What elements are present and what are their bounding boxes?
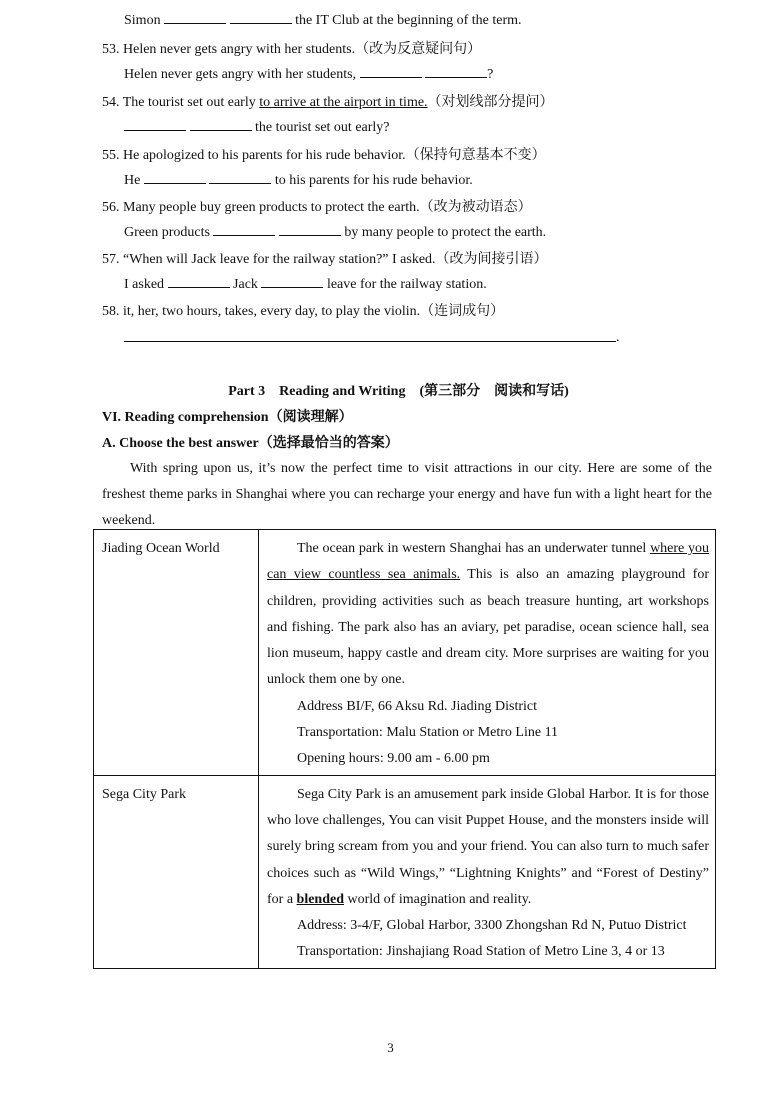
question-hint: （对划线部分提问） (427, 95, 554, 110)
desc-text: This is also an amazing playground for children, providing activities such as beach treasure hunting, art workshops and fishing. The park also has an aviary, pet paradise, ocean science hall, sea lion museum, happy castle and dream city. More surprises are waiting for you unlock them one by one. (267, 567, 709, 688)
question-56 (102, 196, 532, 216)
question-hint: （改为被动语态） (419, 200, 532, 215)
question-text: Many people buy green products to protect the earth. (123, 200, 420, 215)
q55-answer-prefix: He (124, 173, 141, 188)
answer-blank[interactable] (279, 224, 341, 236)
bold-word: blended (296, 891, 345, 907)
question-text: Helen never gets angry with her students. (123, 42, 356, 57)
q55-answer-suffix: to his parents for his rude behavior. (274, 173, 473, 188)
part3-title: Part 3 Reading and Writing (第三部分 阅读和写话) (228, 384, 569, 399)
section-heading: VI. Reading comprehension（阅读理解） (102, 410, 353, 425)
question-text: it, her, two hours, takes, every day, to play the violin. (123, 304, 421, 319)
sub-heading: A. Choose the best answer（选择最恰当的答案） (102, 436, 399, 451)
question-text: The tourist set out early (122, 95, 256, 110)
park-transportation: Transportation: Jinshajiang Road Station of Metro Line 3, 4 or 13 (297, 944, 665, 960)
answer-blank[interactable] (213, 224, 275, 236)
q58-answer-blank[interactable] (124, 340, 616, 342)
question-number: 57. (102, 252, 120, 267)
question-57 (102, 248, 548, 268)
q57-answer-middle: Jack (233, 277, 258, 292)
intro-paragraph (102, 456, 712, 534)
park-desc-cell (259, 530, 716, 776)
answer-blank[interactable] (425, 66, 487, 78)
answer-blank[interactable] (230, 12, 292, 24)
address-text: Address: 3-4/F, Global Harbor, 3300 Zhongshan Rd N, Putuo District (297, 918, 687, 934)
q53-answer-line (124, 66, 493, 83)
question-53 (102, 38, 481, 58)
page-number: 3 (387, 1040, 394, 1055)
q53-answer-prefix: Helen never gets angry with her students, (124, 67, 357, 82)
q54-answer-suffix: the tourist set out early? (255, 120, 390, 135)
q54-answer-line (124, 119, 390, 136)
desc-text: The ocean park in western Shanghai has an underwater tunnel (297, 541, 651, 556)
question-hint: （连词成句） (420, 304, 505, 319)
q52-answer-suffix: the IT Club at the beginning of the term. (295, 13, 522, 28)
q56-answer-suffix: by many people to protect the earth. (344, 225, 547, 240)
question-hint: （保持句意基本不变） (405, 148, 546, 163)
question-number: 58. (102, 304, 120, 319)
question-number: 56. (102, 200, 120, 215)
intro-text: With spring upon us, it’s now the perfect time to visit attractions in our city. Here are some of the freshest theme parks in Shanghai where you can recharge your energy and have fun with a light heart for the weekend. (102, 461, 712, 528)
question-58 (102, 300, 504, 320)
answer-blank[interactable] (144, 172, 206, 184)
underlined-phrase: where you can view countless sea animals. (267, 541, 710, 583)
q57-answer-prefix: I asked (124, 277, 165, 292)
underlined-part: to arrive at the airport in time. (259, 95, 428, 110)
desc-text: world of imagination and reality. (344, 891, 532, 907)
park-name-cell (94, 775, 259, 968)
park-name: Sega City Park (102, 786, 186, 802)
answer-blank[interactable] (360, 66, 422, 78)
question-text: He apologized to his parents for his rude behavior. (123, 148, 406, 163)
q53-answer-suffix: ? (487, 67, 494, 82)
question-54 (102, 91, 554, 111)
park-address (267, 913, 709, 939)
q57-answer-line (124, 276, 487, 293)
question-hint: （改为间接引语） (435, 252, 548, 267)
answer-blank[interactable] (209, 172, 271, 184)
q58-answer-period: . (616, 330, 620, 345)
park-name: Jiading Ocean World (102, 541, 220, 556)
answer-blank[interactable] (164, 12, 226, 24)
question-number: 54. (102, 95, 120, 110)
q57-answer-suffix: leave for the railway station. (326, 277, 487, 292)
table-row (94, 530, 716, 776)
question-text: “When will Jack leave for the railway station?” I asked. (123, 252, 436, 267)
q52-answer-line (124, 12, 522, 29)
question-hint: （改为反意疑问句） (355, 42, 482, 57)
q56-answer-line (124, 224, 546, 241)
table-row (94, 775, 716, 968)
q55-answer-line (124, 172, 473, 189)
question-number: 55. (102, 148, 120, 163)
park-name-cell (94, 530, 259, 776)
park-description (267, 782, 709, 913)
answer-blank[interactable] (168, 276, 230, 288)
question-55 (102, 144, 546, 164)
park-transportation: Transportation: Malu Station or Metro Line 11 (297, 725, 559, 741)
answer-blank[interactable] (261, 276, 323, 288)
q56-answer-prefix: Green products (124, 225, 210, 240)
answer-blank[interactable] (190, 119, 252, 131)
q52-answer-prefix: Simon (124, 13, 161, 28)
desc-text: Sega City Park is an amusement park inside Global Harbor. It is for those who love challenges, You can visit Puppet House, and the monsters inside will surely bring scream from you and your friend. You can also turn to much safer choices such as “Wild Wings,” “Lightning Knights” and “Forest of Destiny” for a (267, 786, 709, 907)
park-address: Address BI/F, 66 Aksu Rd. Jiading District (297, 698, 537, 714)
park-desc-cell (259, 775, 716, 968)
answer-blank[interactable] (124, 119, 186, 131)
park-opening-hours: Opening hours: 9.00 am - 6.00 pm (297, 751, 490, 767)
question-number: 53. (102, 42, 120, 57)
park-description (267, 536, 709, 694)
parks-table (93, 529, 716, 969)
